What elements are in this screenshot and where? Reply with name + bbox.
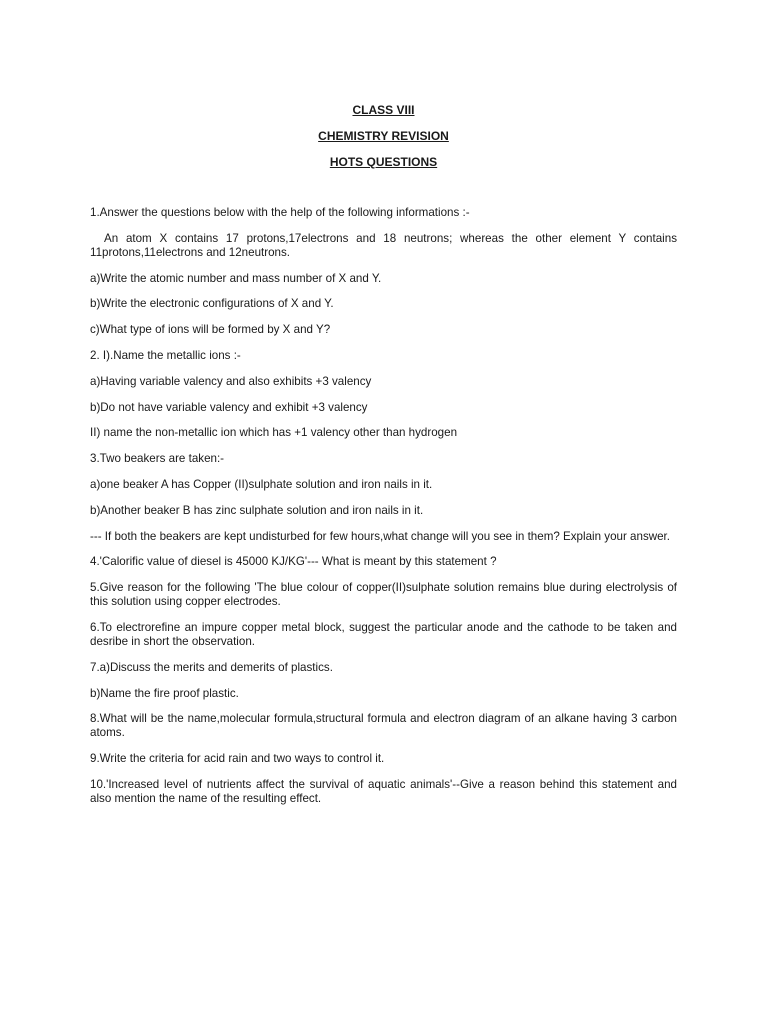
question-3a: a)one beaker A has Copper (II)sulphate solution and iron nails in it.	[90, 477, 433, 491]
question-2b: b)Do not have variable valency and exhibit +3 valency	[90, 400, 368, 414]
question-1c: c)What type of ions will be formed by X and Y?	[90, 323, 331, 337]
question-list	[90, 206, 677, 806]
question-1a: a)Write the atomic number and mass number of X and Y.	[90, 271, 382, 285]
question-3-task: --- If both the beakers are kept undisturbed for few hours,what change will you see in them? Explain your answer.	[90, 529, 670, 543]
subject-heading: CHEMISTRY REVISION	[318, 129, 449, 143]
question-3-intro: 3.Two beakers are taken:-	[90, 452, 225, 466]
question-1-info: An atom X contains 17 protons,17electrons and 18 neutrons; whereas the other element Y contains 11protons,11electrons and 12neutrons.	[90, 231, 677, 259]
class-heading: CLASS VIII	[352, 103, 415, 117]
document-page	[90, 104, 677, 818]
question-2-part2: II) name the non-metallic ion which has +1 valency other than hydrogen	[90, 426, 458, 440]
question-2-intro: 2. I).Name the metallic ions :-	[90, 348, 241, 362]
question-1b: b)Write the electronic configurations of X and Y.	[90, 297, 334, 311]
document-headings	[90, 104, 677, 168]
section-heading: HOTS QUESTIONS	[329, 155, 438, 169]
question-3b: b)Another beaker B has zinc sulphate solution and iron nails in it.	[90, 503, 424, 517]
question-9: 9.Write the criteria for acid rain and two ways to control it.	[90, 752, 385, 766]
question-8: 8.What will be the name,molecular formula,structural formula and electron diagram of an alkane having 3 carbon atoms.	[90, 712, 677, 740]
question-5: 5.Give reason for the following 'The blue colour of copper(II)sulphate solution remains blue during electrolysis of this solution using copper electrodes.	[90, 581, 677, 609]
question-4: 4.'Calorific value of diesel is 45000 KJ/KG'--- What is meant by this statement ?	[90, 555, 497, 569]
question-2a: a)Having variable valency and also exhibits +3 valency	[90, 374, 372, 388]
question-7b: b)Name the fire proof plastic.	[90, 686, 239, 700]
question-7a: 7.a)Discuss the merits and demerits of plastics.	[90, 660, 333, 674]
question-10: 10.'Increased level of nutrients affect the survival of aquatic animals'--Give a reason behind this statement and also mention the name of the resulting effect.	[90, 777, 677, 805]
question-1-intro: 1.Answer the questions below with the help of the following informations :-	[90, 206, 470, 219]
question-6: 6.To electrorefine an impure copper metal block, suggest the particular anode and the cathode to be taken and desribe in short the observation.	[90, 620, 677, 648]
